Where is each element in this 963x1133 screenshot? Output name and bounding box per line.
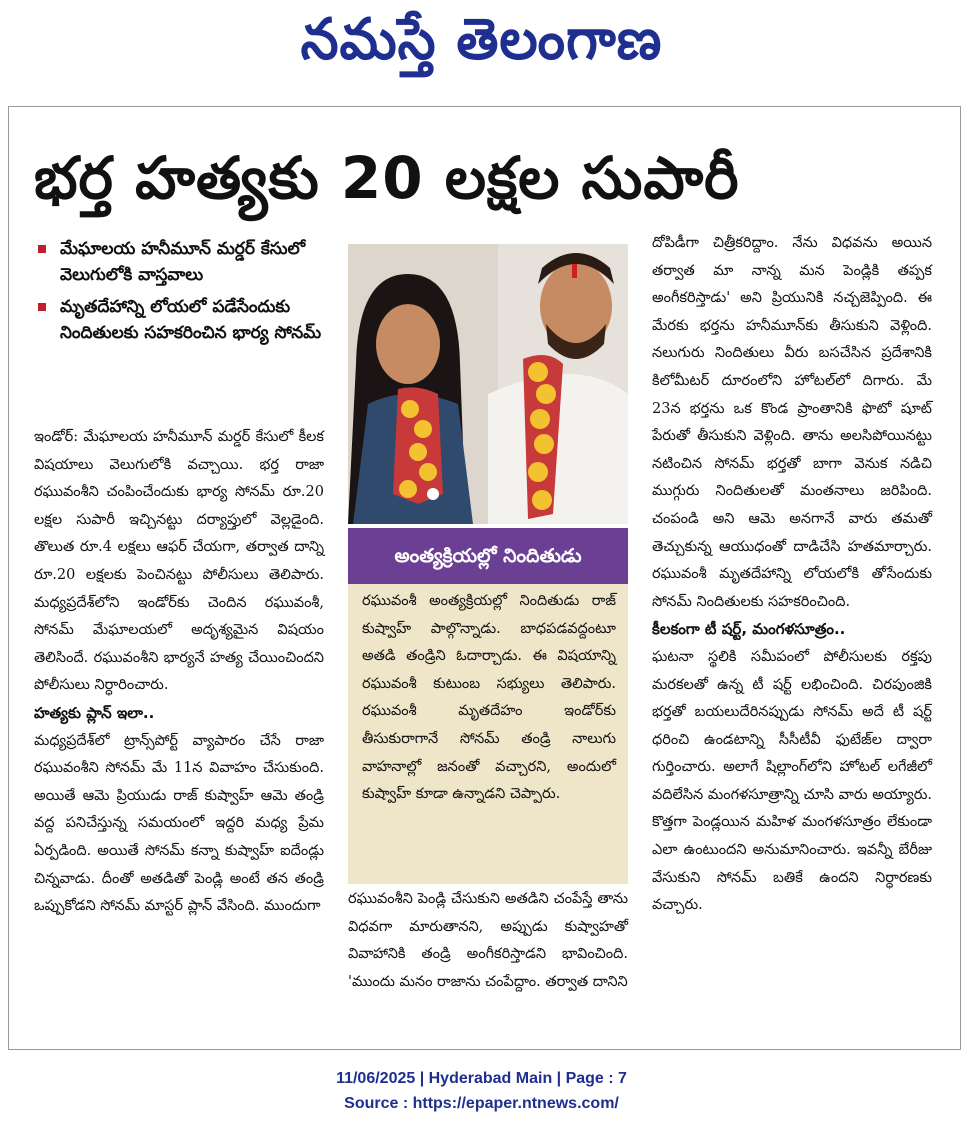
paragraph: దోపిడీగా చిత్రీకరిద్దాం. నేను విధవను అయిన తర్వాత మా నాన్న మన పెండ్లికి తప్పక అంగీకరిస్తాడు' అని ప్రియునికి నచ్చజెప్పింది. ఈ మేరకు భర్తను హనీమూన్‌కు తీసుకుని వెళ్లింది. నలుగురు నిందితులు వీరు బసచేసిన ప్రదేశానికి కిలోమీటర్ దూరంలోని హోటల్‌లో దిగారు. మే 23న భర్తను ఒక కొండ ప్రాంతానికి ఫొటో షూట్ పేరుతో తీసుకుని వెళ్లింది. తాను అలసిపోయినట్టు నటించిన సోనమ్ భర్తతో బాగా వెనుక నడిచి ముగ్గురు నిందితులతో మంతనాలు జరిపింది. చంపండి అని ఆమె అనగానే వారు తమతో తెచ్చుకున్న ఆయుధంతో దాడిచేసి హతమార్చారు. రఘువంశీ మృతదేహాన్ని లోయలోకి తోసేందుకు సోనమ్ నిందితులకు సహకరించింది. [652, 235, 932, 610]
subheading: కీలకంగా టీ షర్ట్, మంగళసూత్రం.. [652, 620, 846, 639]
bullet-square-icon [38, 245, 46, 253]
bullet-text: మేఘాలయ హనీమూన్ మర్డర్ కేసులో వెలుగులోకి వాస్తవాలు [60, 239, 306, 285]
paragraph: ఇండోర్: మేఘాలయ హనీమూన్ మర్డర్ కేసులో కీలక విషయాలు వెలుగులోకి వచ్చాయి. భర్త రాజా రఘువంశీని చంపించేందుకు భార్య సోనమ్ రూ.20 లక్షల సుపారీ ఇచ్చినట్టు దర్యాప్తులో వెల్లడైంది. తొలుత రూ.4 లక్షలు ఆఫర్ చేయగా, తర్వాత దాన్ని రూ.20 లక్షలకు పెంచినట్టు పోలీసులు తెలిపారు. మధ్యప్రదేశ్‌లోని ఇండోర్‌కు చెందిన రఘువంశీ, సోనమ్ మేఘాలయలో అదృశ్యమైన విషయం తెలిసిందే. రఘువంశీని భార్యనే హత్య చేయించిందని పోలీసులు నిర్ధారించారు. [34, 429, 324, 694]
bullet-square-icon [38, 303, 46, 311]
highlight-bullet [34, 294, 332, 346]
couple-photo-illustration [348, 244, 628, 524]
paragraph: మధ్యప్రదేశ్‌లో ట్రాన్స్‌పోర్ట్ వ్యాపారం చేసే రాజా రఘువంశీని సోనమ్ మే 11న వివాహం చేసుకుంది. అయితే ఆమె ప్రియుడు రాజ్ కుష్వాహ్ ఆమె తండ్రి వద్ద పనిచేస్తున్న సమయంలో ఇద్దరి మధ్య ప్రేమ ఏర్పడింది. అయితే సోనమ్ కన్నా కుష్వాహ్ ఐదేండ్లు చిన్నవాడు. దీంతో అతడితో పెండ్లి అంటే తన తండ్రి ఒప్పుకోడని సోనమ్ మాస్టర్ ప్లాన్ వేసింది. ముందుగా [34, 732, 324, 915]
masthead-title: నమస్తే తెలంగాణ [300, 6, 663, 73]
bullet-text: మృతదేహాన్ని లోయలో పడేసేందుకు నిందితులకు సహకరించిన భార్య సోనమ్ [60, 297, 322, 343]
highlight-bullet [34, 236, 332, 288]
article-column-2 [348, 886, 628, 996]
paragraph: రఘువంశీని పెండ్లి చేసుకుని అతడిని చంపేస్తే తాను విధవగా మారుతానని, అప్పుడు కుష్వాహతో వివాహానికి తండ్రి అంగీకరిస్తాడని భావించింది. 'ముందు మనం రాజాను చంపేద్దాం. తర్వాత దానిని [348, 891, 628, 990]
headline: భర్త హత్యకు 20 లక్షల సుపారీ [34, 144, 740, 212]
article-column-1 [34, 424, 324, 921]
footer-source: Source : https://epaper.ntnews.com/ [344, 1095, 619, 1112]
paragraph: రఘువంశీ అంత్యక్రియల్లో నిందితుడు రాజ్ కుష్వాహ్ పాల్గొన్నాడు. బాధపడవద్దంటూ అతడి తండ్రిని ఓదార్చాడు. ఈ విషయాన్ని రఘువంశీ కుటుంబ సభ్యులు తెలిపారు. రఘువంశీ మృతదేహం ఇండోర్‌కు తీసుకురాగానే సోనమ్ తండ్రి నాలుగు వాహనాల్లో జనంతో వచ్చారని, అందులో కుష్వాహ్ కూడా ఉన్నాడని చెప్పారు. [362, 593, 616, 803]
article-column-3 [652, 230, 932, 920]
couple-photo [348, 244, 628, 524]
masthead [0, 8, 963, 78]
sidebar-box-text [362, 588, 616, 809]
highlight-bullets [34, 236, 332, 352]
footer-date-edition: 11/06/2025 | Hyderabad Main | Page : 7 [336, 1070, 627, 1087]
sidebar-box-title: అంత్యక్రియల్లో నిందితుడు [348, 528, 628, 584]
subheading: హత్యకు ప్లాన్ ఇలా.. [34, 703, 155, 722]
paragraph: ఘటనా స్థలికి సమీపంలో పోలీసులకు రక్తపు మరకలతో ఉన్న టీ షర్ట్ లభించింది. చిరపుంజికి భర్తతో బయలుదేరినప్పుడు సోనమ్ అదే టీ షర్ట్ ధరించి ఉండటాన్ని సీసీటీవీ ఫుటేజ్‌ల ద్వారా గుర్తించారు. అలాగే షిల్లాంగ్‌లోని హోటల్ లగేజీలో వదిలేసిన మంగళసూత్రాన్ని చూసి వారు అయ్యారు. కొత్తగా పెండ్లయిన మహిళ మంగళసూత్రం లేకుండా ఎలా ఉంటుందని అనుమానించారు. ఇవన్నీ బేరీజు వేసుకుని సోనమ్ బతికే ఉందని నిర్ధారణకు వచ్చారు. [652, 648, 932, 914]
